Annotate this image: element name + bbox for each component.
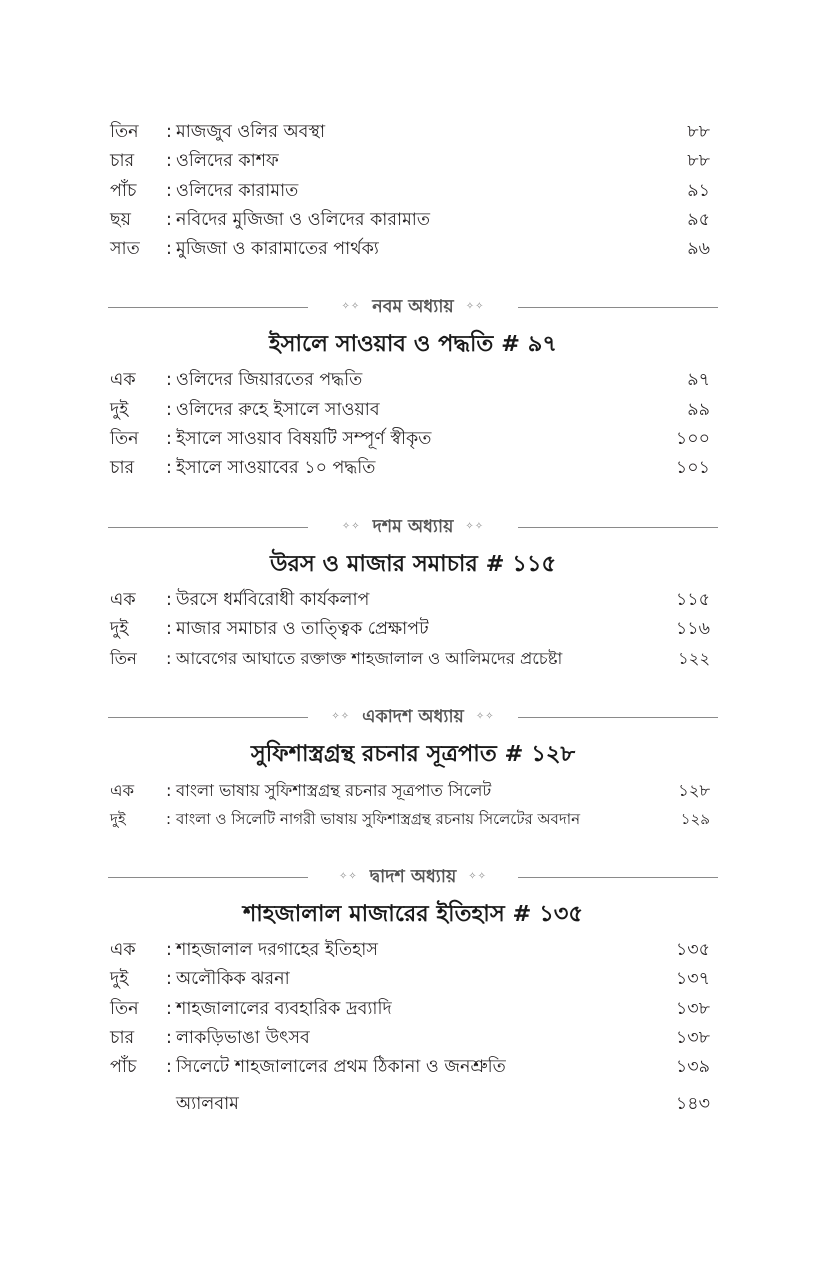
entry-page: ১৩৯ <box>675 1057 710 1078</box>
entry-number: দুই <box>110 399 129 420</box>
entry-colon: : <box>166 1028 172 1049</box>
toc-entry-album[interactable] <box>108 1090 718 1119</box>
chapter-label-wrap <box>342 512 484 542</box>
entry-page: ১২৮ <box>678 780 710 800</box>
entry-title: উরসে ধর্মবিরোধী কার্যকলাপ <box>176 589 370 610</box>
chapter-heading[interactable]: সুফিশাস্ত্রগ্রন্থ রচনার সূত্রপাত # ১২৮ <box>250 740 576 767</box>
entry-page: ১০০ <box>675 429 710 450</box>
entry-number: এক <box>110 370 136 391</box>
entry-title: মুজিজা ও কারামাতের পার্থক্য <box>176 239 379 260</box>
ornament-icon: ✧✧ <box>331 710 351 722</box>
entry-page: ৮৮ <box>687 122 710 142</box>
ornament-icon: ✧✧ <box>465 520 485 532</box>
ornament-icon: ✧✧ <box>465 301 485 313</box>
divider-line-right <box>518 307 718 308</box>
chapter-divider <box>108 702 718 732</box>
entry-page: ৯৫ <box>687 209 710 230</box>
entry-colon: : <box>166 589 172 610</box>
entry-colon: : <box>166 429 172 450</box>
entry-title: বাংলা ভাষায় সুফিশাস্ত্রগ্রন্থ রচনার সূত্রপাত সিলেট <box>176 780 492 800</box>
entry-title: ওলিদের কাশফ <box>176 151 279 172</box>
toc-entry[interactable] <box>108 615 718 644</box>
toc-entry[interactable] <box>108 177 718 206</box>
entry-title: অ্যালবাম <box>176 1093 239 1114</box>
chapter-label: একাদশ অধ্যায় <box>362 706 464 727</box>
entry-title: শাহজালাল দরগাহের ইতিহাস <box>176 940 378 961</box>
chapter-heading[interactable]: শাহজালাল মাজারের ইতিহাস # ১৩৫ <box>242 901 584 928</box>
divider-line-left <box>108 717 308 718</box>
entry-title: ওলিদের জিয়ারতের পদ্ধতি <box>176 370 363 391</box>
entry-page: ১৪৩ <box>675 1093 710 1114</box>
divider-line-left <box>108 877 308 878</box>
toc-entry[interactable] <box>108 644 718 673</box>
chapter-label-wrap <box>331 702 494 732</box>
entry-number: দুই <box>110 618 129 639</box>
chapter-label-wrap <box>339 862 487 892</box>
toc-entry[interactable] <box>108 936 718 965</box>
chapter-label: দ্বাদশ অধ্যায় <box>369 867 457 888</box>
entry-colon: : <box>166 180 172 201</box>
entry-number: তিন <box>110 122 139 142</box>
toc-entry[interactable] <box>108 454 718 483</box>
entry-number: পাঁচ <box>110 1057 137 1078</box>
toc-entry[interactable] <box>108 235 718 264</box>
entry-number: ছয় <box>110 209 131 230</box>
ornament-icon: ✧✧ <box>338 871 358 883</box>
entry-title: ওলিদের রুহে ইসালে সাওয়াব <box>176 399 380 420</box>
toc-entry[interactable] <box>108 118 718 147</box>
entry-colon: : <box>166 239 172 260</box>
chapter-section <box>108 862 718 1119</box>
entry-colon: : <box>166 1057 172 1078</box>
toc-entry[interactable] <box>108 206 718 235</box>
entry-colon: : <box>166 649 172 669</box>
divider-line-right <box>518 877 718 878</box>
entry-number: সাত <box>110 239 140 260</box>
toc-entry[interactable] <box>108 147 718 176</box>
chapter-section <box>108 512 718 674</box>
chapter-section <box>108 292 718 483</box>
entry-number: এক <box>110 940 136 961</box>
entry-page: ৯৬ <box>687 239 710 260</box>
ornament-icon: ✧✧ <box>475 710 495 722</box>
entry-colon: : <box>166 998 172 1019</box>
divider-line-left <box>108 307 308 308</box>
entry-number: এক <box>110 589 136 610</box>
ornament-icon: ✧✧ <box>341 301 361 313</box>
entry-page: ১১৬ <box>675 618 710 639</box>
entry-title: মাজজুব ওলির অবস্থা <box>176 122 326 142</box>
entry-colon: : <box>166 370 172 391</box>
entry-page: ১৩৫ <box>675 940 710 961</box>
entry-title: ইসালে সাওয়াব বিষয়টি সম্পূর্ণ স্বীকৃত <box>176 429 432 450</box>
entry-page: ১৩৮ <box>675 1028 710 1049</box>
entry-title: ওলিদের কারামাত <box>176 180 299 201</box>
entry-title: আবেগের আঘাতে রক্তাক্ত শাহজালাল ও আলিমদের প্রচেষ্টা <box>176 649 563 669</box>
entry-page: ১১৫ <box>675 589 710 610</box>
entry-number: চার <box>110 458 135 479</box>
chapter-divider <box>108 862 718 892</box>
entry-list <box>108 118 718 264</box>
ornament-icon: ✧✧ <box>468 871 488 883</box>
entry-title: শাহজালালের ব্যবহারিক দ্রব্যাদি <box>176 998 392 1019</box>
entry-title: মাজার সমাচার ও তাত্ত্বিক প্রেক্ষাপট <box>176 618 429 639</box>
entry-colon: : <box>166 809 172 828</box>
entry-page: ১৩৭ <box>675 969 710 990</box>
entry-page: ১২৯ <box>680 809 710 828</box>
entry-number: চার <box>110 151 135 172</box>
divider-line-left <box>108 527 308 528</box>
toc-entry[interactable] <box>108 586 718 615</box>
entry-colon: : <box>166 618 172 639</box>
toc-entry[interactable] <box>108 805 718 834</box>
chapter-divider <box>108 292 718 322</box>
entry-title: অলৌকিক ঝরনা <box>176 969 290 990</box>
chapter-label: দশম অধ্যায় <box>372 516 454 537</box>
entry-colon: : <box>166 780 172 800</box>
entry-page: ১২২ <box>678 649 710 669</box>
entry-title: নবিদের মুজিজা ও ওলিদের কারামাত <box>176 209 431 230</box>
entry-number: এক <box>110 780 134 800</box>
entry-colon: : <box>166 940 172 961</box>
chapter-heading[interactable]: ইসালে সাওয়াব ও পদ্ধতি # ৯৭ <box>268 331 558 358</box>
toc-entry[interactable] <box>108 425 718 454</box>
entry-colon: : <box>166 458 172 479</box>
toc-entry[interactable] <box>108 396 718 425</box>
chapter-heading[interactable]: উরস ও মাজার সমাচার # ১১৫ <box>269 550 557 577</box>
entry-colon: : <box>166 209 172 230</box>
entry-title: বাংলা ও সিলেটি নাগরী ভাষায় সুফিশাস্ত্রগ্রন্থ রচনায় সিলেটের অবদান <box>176 809 581 828</box>
entry-number: দুই <box>110 809 126 828</box>
table-of-contents <box>108 118 718 1119</box>
entry-page: ১৩৮ <box>675 998 710 1019</box>
entry-colon: : <box>166 151 172 172</box>
entry-title: ইসালে সাওয়াবের ১০ পদ্ধতি <box>176 458 376 479</box>
entry-number: তিন <box>110 429 139 450</box>
entry-title: সিলেটে শাহজালালের প্রথম ঠিকানা ও জনশ্রুতি <box>176 1057 506 1078</box>
entry-number: চার <box>110 1028 135 1049</box>
toc-entry[interactable] <box>108 965 718 994</box>
entry-colon: : <box>166 969 172 990</box>
entry-page: ৮৮ <box>687 151 710 172</box>
entry-page: ১০১ <box>675 458 710 479</box>
toc-entry[interactable] <box>108 1024 718 1053</box>
toc-entry[interactable] <box>108 1053 718 1082</box>
entry-page: ৯৭ <box>687 370 710 391</box>
entry-number: তিন <box>110 649 137 669</box>
entry-colon: : <box>166 399 172 420</box>
chapter-divider <box>108 512 718 542</box>
entry-number: তিন <box>110 998 139 1019</box>
chapter-label: নবম অধ্যায় <box>372 297 454 318</box>
toc-entry[interactable] <box>108 995 718 1024</box>
entry-page: ৯৯ <box>687 399 710 420</box>
entry-number: দুই <box>110 969 129 990</box>
chapter-section <box>108 702 718 835</box>
divider-line-right <box>518 527 718 528</box>
divider-line-right <box>518 717 718 718</box>
ornament-icon: ✧✧ <box>341 520 361 532</box>
toc-entry[interactable] <box>108 366 718 395</box>
entry-page: ৯১ <box>687 180 710 201</box>
entry-title: লাকড়িভাঙা উৎসব <box>176 1028 310 1049</box>
entry-colon: : <box>166 122 172 142</box>
toc-entry[interactable] <box>108 776 718 805</box>
entry-number: পাঁচ <box>110 180 137 201</box>
chapter-label-wrap <box>342 292 485 322</box>
